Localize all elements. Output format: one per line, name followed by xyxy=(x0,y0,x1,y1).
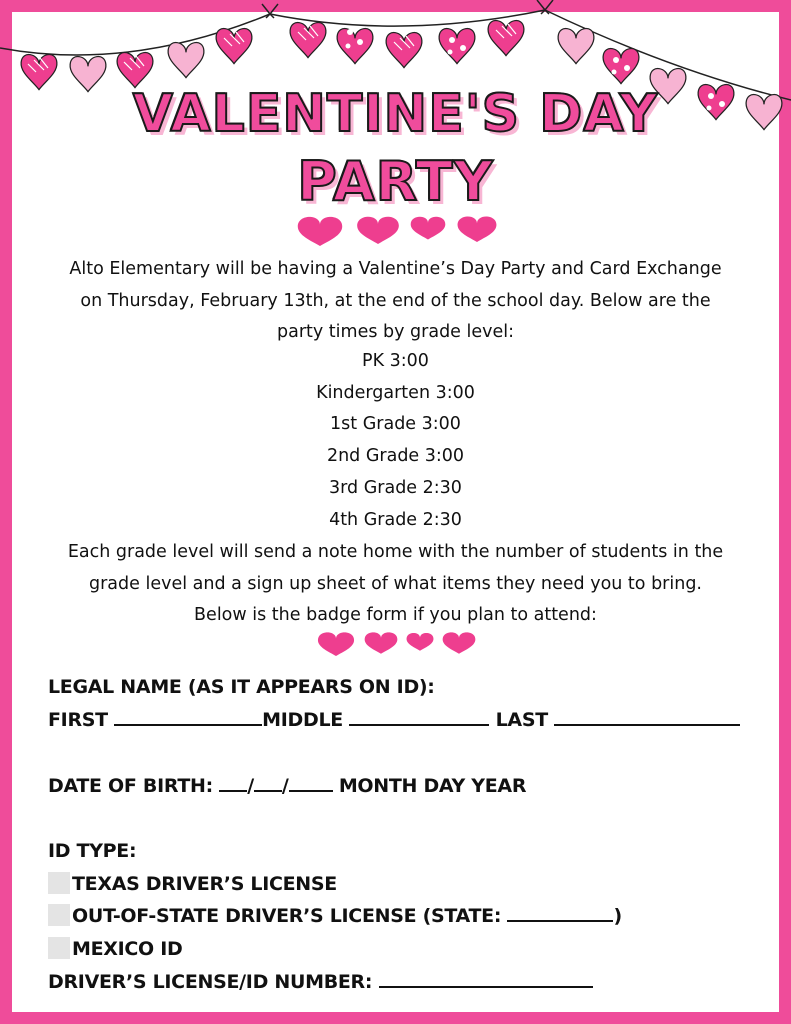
heart-icon xyxy=(316,630,356,656)
middle-name-field[interactable] xyxy=(349,708,489,726)
id-option-mexico[interactable] xyxy=(48,937,182,960)
id-option-label: OUT-OF-STATE DRIVER’S LICENSE (STATE: xyxy=(72,905,502,927)
dob-label: DATE OF BIRTH: xyxy=(48,775,213,797)
name-fields-row xyxy=(48,708,740,731)
party-time-kindergarten: Kindergarten 3:00 xyxy=(316,382,475,403)
id-number-field[interactable] xyxy=(379,970,593,988)
texas-license-checkbox[interactable] xyxy=(48,872,70,894)
note-line: Each grade level will send a note home with the number of students in the xyxy=(67,542,724,562)
heart-icon xyxy=(456,214,498,242)
out-of-state-license-checkbox[interactable] xyxy=(48,904,70,926)
note-paragraph xyxy=(40,537,751,632)
dob-row xyxy=(48,774,526,797)
heart-icon xyxy=(406,630,434,652)
intro-paragraph xyxy=(40,254,751,349)
dob-year-field[interactable] xyxy=(289,774,333,792)
party-time-4th-grade: 4th Grade 2:30 xyxy=(329,509,462,530)
note-line: Below is the badge form if you plan to attend: xyxy=(194,605,597,626)
id-option-label: TEXAS DRIVER’S LICENSE xyxy=(72,873,337,895)
id-option-texas[interactable] xyxy=(48,872,337,895)
id-number-row xyxy=(48,970,593,993)
dob-day-field[interactable] xyxy=(254,774,282,792)
party-time-3rd-grade: 3rd Grade 2:30 xyxy=(329,477,462,498)
last-name-field[interactable] xyxy=(554,708,740,726)
party-times-list xyxy=(40,346,751,536)
heart-icon xyxy=(410,214,446,240)
heart-icon xyxy=(364,630,398,654)
party-time-pk: PK 3:00 xyxy=(362,351,429,371)
last-name-label: LAST xyxy=(495,709,548,731)
heart-icon xyxy=(356,214,400,244)
heart-divider-bottom xyxy=(0,630,791,656)
state-close-paren: ) xyxy=(613,905,622,927)
intro-line: party times by grade level: xyxy=(276,322,515,343)
party-time-1st-grade: 1st Grade 3:00 xyxy=(330,414,461,435)
dob-hint: MONTH DAY YEAR xyxy=(338,775,527,797)
middle-name-label: MIDDLE xyxy=(262,709,343,731)
mexico-id-checkbox[interactable] xyxy=(48,937,70,959)
party-time-2nd-grade: 2nd Grade 3:00 xyxy=(326,446,465,467)
heart-icon xyxy=(294,214,346,246)
first-name-field[interactable] xyxy=(114,708,262,726)
dob-month-field[interactable] xyxy=(219,774,247,792)
state-field[interactable] xyxy=(507,904,613,922)
id-option-label: MEXICO ID xyxy=(72,938,183,960)
intro-line: Alto Elementary will be having a Valentine’s Day Party and Card Exchange xyxy=(69,259,722,279)
id-option-out-of-state[interactable] xyxy=(48,904,622,927)
legal-name-label: LEGAL NAME (AS IT APPEARS ON ID): xyxy=(48,676,435,698)
dob-separator: / xyxy=(281,775,289,797)
page-title-line1: VALENTINE'S DAY xyxy=(132,84,659,144)
note-line: grade level and a sign up sheet of what items they need you to bring. xyxy=(89,573,702,594)
heart-icon xyxy=(442,630,476,654)
dob-separator: / xyxy=(247,775,254,797)
heart-divider-top xyxy=(0,214,791,246)
id-type-label: ID TYPE: xyxy=(48,840,137,862)
page-title-line2: PARTY xyxy=(297,150,494,213)
first-name-label: FIRST xyxy=(48,709,108,731)
id-number-label: DRIVER’S LICENSE/ID NUMBER: xyxy=(48,971,373,993)
intro-line: on Thursday, February 13th, at the end of the school day. Below are the xyxy=(80,290,711,311)
